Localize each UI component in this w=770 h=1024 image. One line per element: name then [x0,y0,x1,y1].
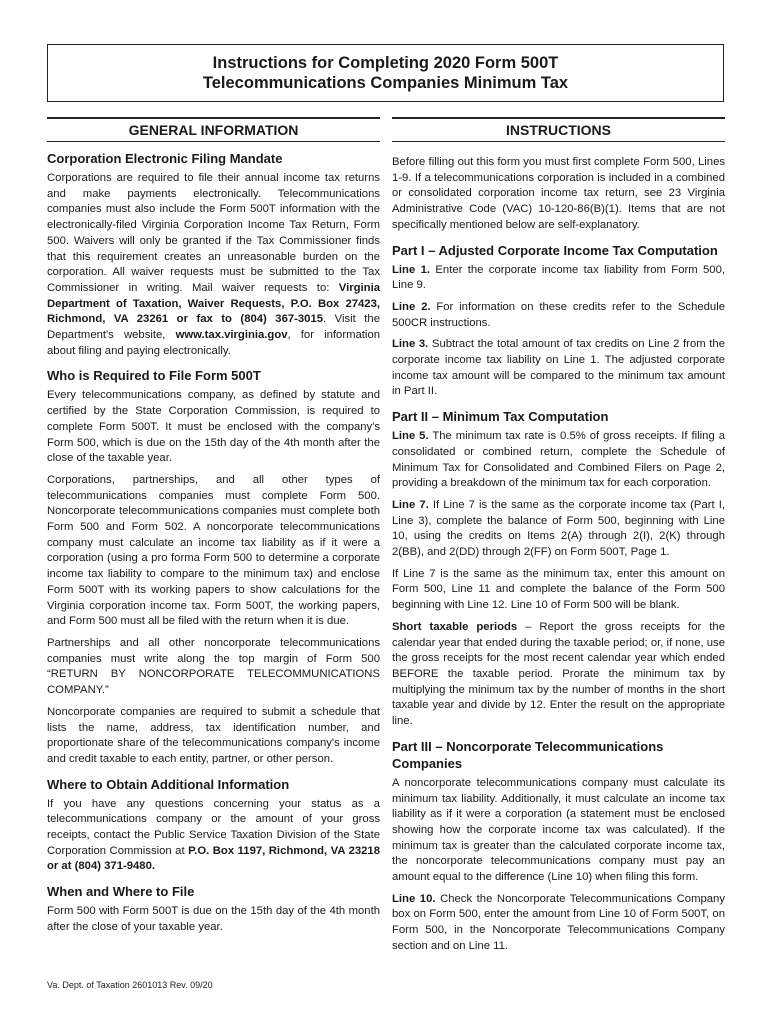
who-required-p4: Noncorporate companies are required to submit a schedule that lists the name, address, tax identification number, and proportionate share of the telecommunications company's income and credit taxable to each entity, partner, or other person. [47,705,380,765]
line3-text: Line 3. Subtract the total amount of tax credits on Line 2 from the corporate income tax liability on Line 1. The adjusted corporate income tax amount will be compared to the minimum tax amount in Part II. [392,338,725,398]
efile-mandate-heading: Corporation Electronic Filing Mandate [47,151,283,166]
who-required-p3: Partnerships and all other noncorporate telecommunications companies must write along the top margin of Form 500 “RETURN BY NONCORPORATE TELECOMMUNICATIONS COMPANY.” [47,636,380,697]
page-subtitle: Telecommunications Companies Minimum Tax [202,74,569,92]
who-required-p1: Every telecommunications company, as defined by statute and certified by the State Corporation Commission, is required to complete Form 500T. It must be enclosed with the company's Form 500, which is due on the 15th day of the 4th month after the close of the taxable year. [47,389,380,465]
efile-mandate-text: Corporations are required to file their annual income tax returns and make payments electronically. Telecommunications companies must also include the Form 500T information with the electronically-filed Virginia Corporation Income Tax Return, Form 500. Waivers will only be granted if the Tax Commissioner finds that this requirement creates an unreasonable burden on the corporation. All waiver requests must be submitted to the Tax Commissioner in writing. Mail waiver requests to: Virginia Department of Taxation, Waiver Requests, P.O. Box 27423, Richmond, VA 23261 or fax to (804) 367-3015. Visit the Department's website, www.tax.virginia.gov, for information about filing and paying electronically. [47,172,381,357]
line2-text: Line 2. For information on these credits refer to the Schedule 500CR instructions. [392,300,725,329]
when-where-text: Form 500 with Form 500T is due on the 15th day of the 4th month after the close of your taxable year. [47,905,380,933]
who-required-heading: Who is Required to File Form 500T [47,368,261,384]
line5-text: Line 5. The minimum tax rate is 0.5% of gross receipts. If filing a consolidated or combined return, complete the Schedule of Minimum Tax for Consolidated and Combined Filers on Page 2, providing a breakdown of the minimum tax for each corporation. [392,430,725,490]
line10-text: Line 10. Check the Noncorporate Telecommunications Company box on Form 500, enter the amount from Line 10 of Form 500T, on Form 500, in the Noncorporate Telecommunications Company section and on Line 11. [392,892,725,952]
additional-info-heading: Where to Obtain Additional Information [47,776,290,792]
instructions-intro: Before filling out this form you must first complete Form 500, Lines 1-9. If a telecommunications corporation is included in a combined or consolidated corporation income tax return, see 23 Virginia Administrative Code (VAC) 10-120-86(B)(1). Items that are not specifically mentioned below are self-explanatory. [392,156,725,231]
line7-text: Line 7. If Line 7 is the same as the corporate income tax (Part I, Line 3), complete the balance of Form 500, beginning with Line 10, using the credits on Items 2(A) through 2(I), 2(K) through 2(BB), and 2(DD) through 2(FF) on Form 500T, Page 1. [392,498,725,559]
when-where-heading: When and Where to File [47,884,195,900]
right-column [392,155,725,961]
part3-heading: Part III – Noncorporate Telecommunications Companies [392,738,664,771]
part2-heading: Part II – Minimum Tax Computation [392,409,609,425]
part1-heading: Part I – Adjusted Corporate Income Tax Computation [392,242,718,258]
line1-text: Line 1. Enter the corporate income tax liability from Form 500, Line 9. [392,263,725,292]
line7-text-2: If Line 7 is the same as the minimum tax, enter this amount on Form 500, Line 11 and complete the balance of the Form 500 beginning with Line 12. Line 10 of Form 500 will be blank. [392,567,725,612]
page-title: Instructions for Completing 2020 Form 500T [212,54,559,72]
additional-info-text: If you have any questions concerning your status as a telecommunications company or the amount of your gross receipts, contact the Public Service Taxation Division of the State Corporation Commission at P.O. Box 1197, Richmond, VA 23218 or at (804) 371-9480. [47,797,380,873]
form-footer: Va. Dept. of Taxation 2601013 Rev. 09/20 [47,980,213,990]
general-information-heading: GENERAL INFORMATION [47,117,380,143]
left-column [47,150,380,942]
short-periods-text: Short taxable periods – Report the gross receipts for the calendar year that ended during the taxable period; or, if none, use the gross receipts for the most recent calendar year which ended BEFORE the taxable period. Prorate the minimum tax by multiplying the minimum tax by the number of months in the short taxable year and divide by 12. Enter the result on the appropriate line. [392,620,725,728]
instructions-heading: INSTRUCTIONS [392,117,725,143]
part3-text: A noncorporate telecommunications company must calculate its minimum tax liability. Additionally, it must calculate an income tax liability as if it were a corporation (a statement must be enclosed showing how the corporate income tax was calculated). If the minimum tax is greater than the calculated corporate income tax, the noncorporate telecommunications company must pay an amount equal to the difference (Line 10) when filing this form. [392,776,725,884]
title-box [47,44,724,102]
who-required-p2: Corporations, partnerships, and all other types of telecommunications companies must complete Form 500. Noncorporate telecommunications companies must complete both Form 500 and Form 502. A noncorporate telecommunications company must calculate an income tax liability as if it were a corporation (using a pro forma Form 500 to determine a corporate income tax liability to compare to the minimum tax) and enclose Form 500T with its working papers to show calculations for the Virginia corporation income tax. Form 500T, the working papers, and Form 500 must all be filed with the return when it is due. [47,473,380,628]
